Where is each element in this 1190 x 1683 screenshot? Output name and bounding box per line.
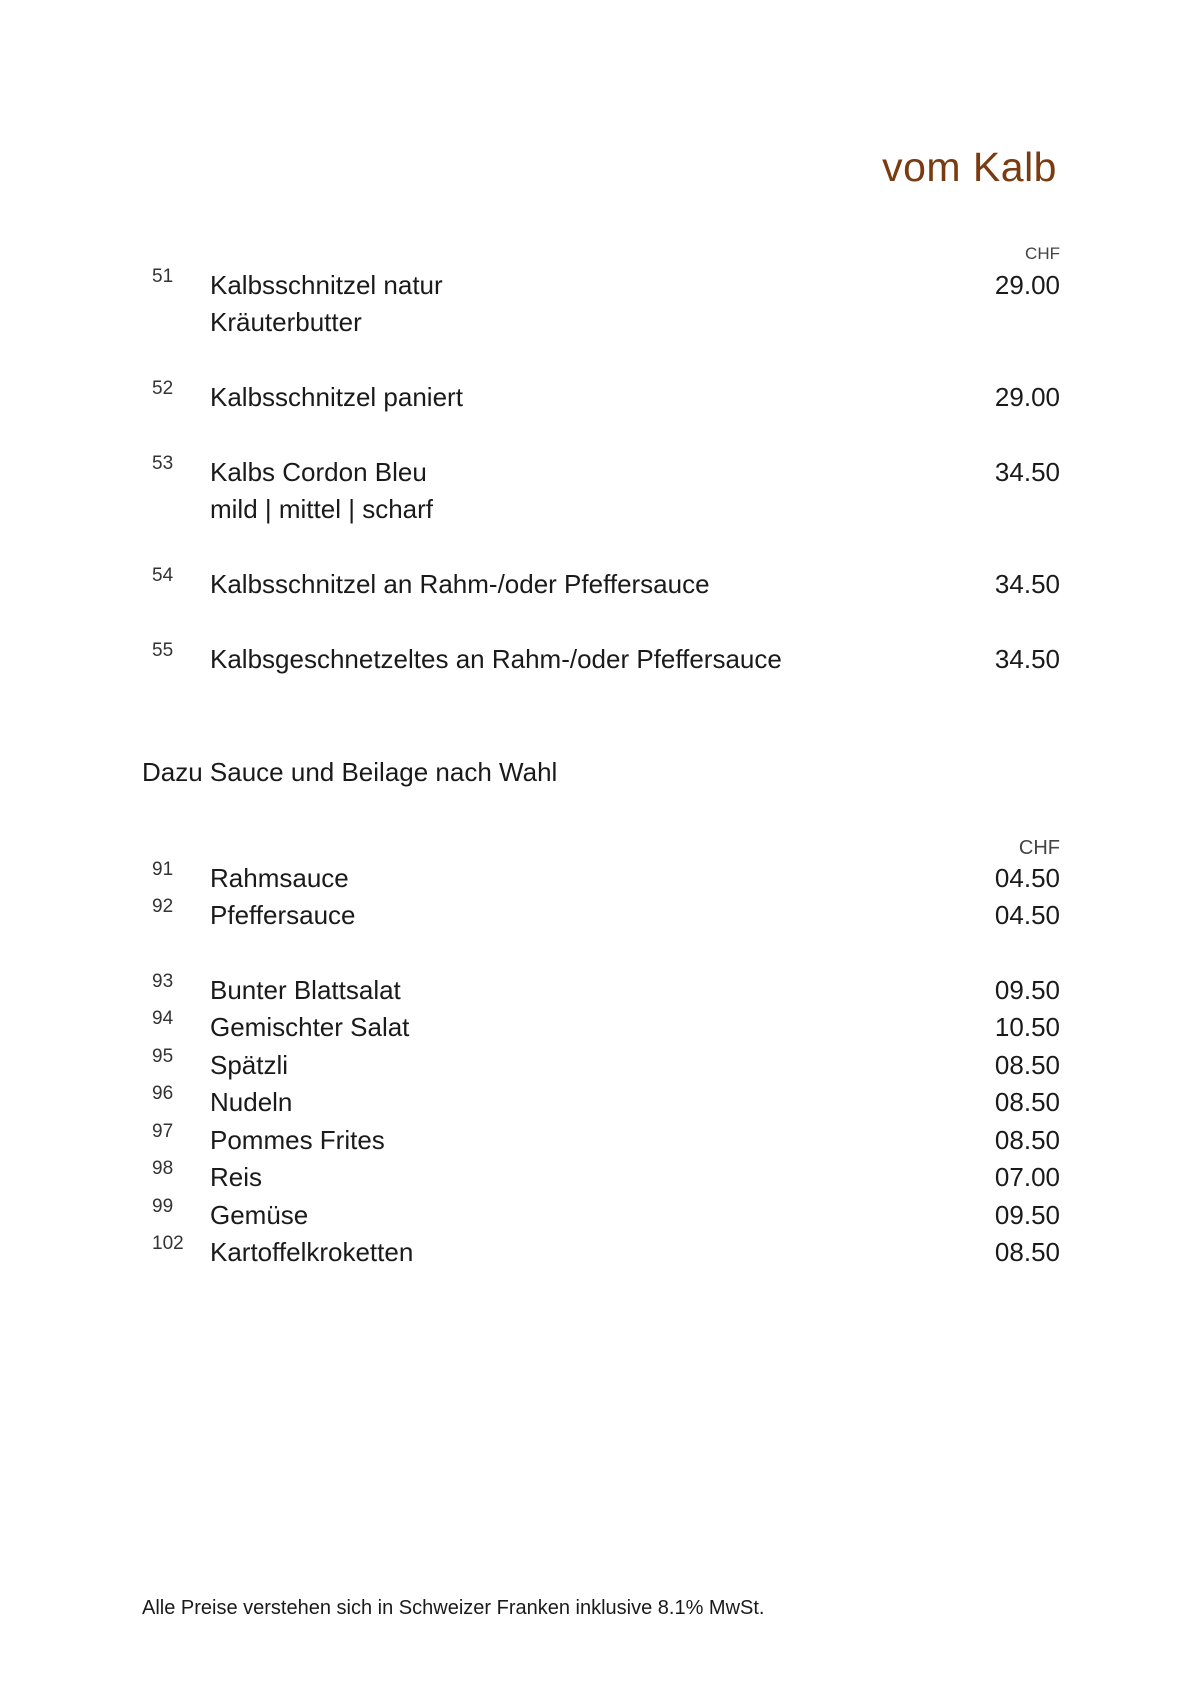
currency-label: CHF (1025, 244, 1060, 263)
item-price: 07.00 (994, 1162, 1060, 1192)
side-item (0, 896, 1190, 940)
item-price: 04.50 (994, 863, 1060, 893)
item-number: 53 (152, 453, 174, 474)
item-name: Kalbsgeschnetzeltes an Rahm-/oder Pfeffersauce (210, 644, 782, 674)
item-number: 102 (152, 1233, 184, 1254)
side-item (0, 859, 1190, 903)
side-item (0, 1083, 1190, 1127)
item-price: 08.50 (994, 1087, 1060, 1117)
item-name: Bunter Blattsalat (210, 975, 401, 1005)
item-number: 52 (152, 378, 174, 399)
side-note: Dazu Sauce und Beilage nach Wahl (142, 757, 558, 787)
item-name: Kalbs Cordon Bleu (210, 457, 427, 487)
item-price: 34.50 (994, 644, 1060, 674)
side-item (0, 1233, 1190, 1277)
menu-item (0, 453, 1190, 524)
side-item (0, 971, 1190, 1015)
item-number: 97 (152, 1121, 174, 1142)
item-price: 34.50 (994, 569, 1060, 599)
item-number: 98 (152, 1158, 174, 1179)
item-description: mild | mittel | scharf (210, 494, 433, 524)
item-name: Spätzli (210, 1050, 289, 1080)
item-name: Gemischter Salat (210, 1012, 410, 1042)
item-name: Nudeln (210, 1087, 293, 1117)
item-name: Kalbsschnitzel an Rahm-/oder Pfeffersauce (210, 569, 710, 599)
item-price: 09.50 (994, 1200, 1060, 1230)
side-item (0, 1008, 1190, 1052)
side-item (0, 1046, 1190, 1090)
item-name: Pommes Frites (210, 1125, 385, 1155)
item-number: 94 (152, 1008, 174, 1029)
menu-item (0, 378, 1190, 422)
price-disclaimer: Alle Preise verstehen sich in Schweizer Franken inklusive 8.1% MwSt. (142, 1597, 765, 1619)
item-name: Kartoffelkroketten (210, 1237, 414, 1267)
item-name: Gemüse (210, 1200, 309, 1230)
item-price: 09.50 (994, 975, 1060, 1005)
item-price: 29.00 (994, 382, 1060, 412)
item-number: 93 (152, 971, 174, 992)
page-title: vom Kalb (882, 144, 1057, 190)
item-name: Kalbsschnitzel natur (210, 270, 443, 300)
side-item (0, 1121, 1190, 1165)
item-price: 08.50 (994, 1237, 1060, 1267)
currency-label: CHF (1018, 837, 1060, 859)
item-number: 99 (152, 1196, 174, 1217)
item-number: 55 (152, 640, 174, 661)
item-price: 29.00 (994, 270, 1060, 300)
item-name: Pfeffersauce (210, 900, 356, 930)
item-number: 54 (152, 565, 174, 586)
item-name: Reis (210, 1162, 263, 1192)
item-number: 95 (152, 1046, 174, 1067)
item-number: 96 (152, 1083, 174, 1104)
item-price: 08.50 (994, 1050, 1060, 1080)
item-number: 51 (152, 266, 174, 287)
item-price: 34.50 (994, 457, 1060, 487)
item-description: Kräuterbutter (210, 307, 362, 337)
menu-item (0, 640, 1190, 684)
menu-item (0, 266, 1190, 337)
menu-item (0, 565, 1190, 609)
item-name: Kalbsschnitzel paniert (210, 382, 463, 412)
item-price: 08.50 (994, 1125, 1060, 1155)
side-item (0, 1158, 1190, 1202)
item-number: 92 (152, 896, 174, 917)
item-name: Rahmsauce (210, 863, 349, 893)
item-number: 91 (152, 859, 174, 880)
item-price: 10.50 (994, 1012, 1060, 1042)
item-price: 04.50 (994, 900, 1060, 930)
